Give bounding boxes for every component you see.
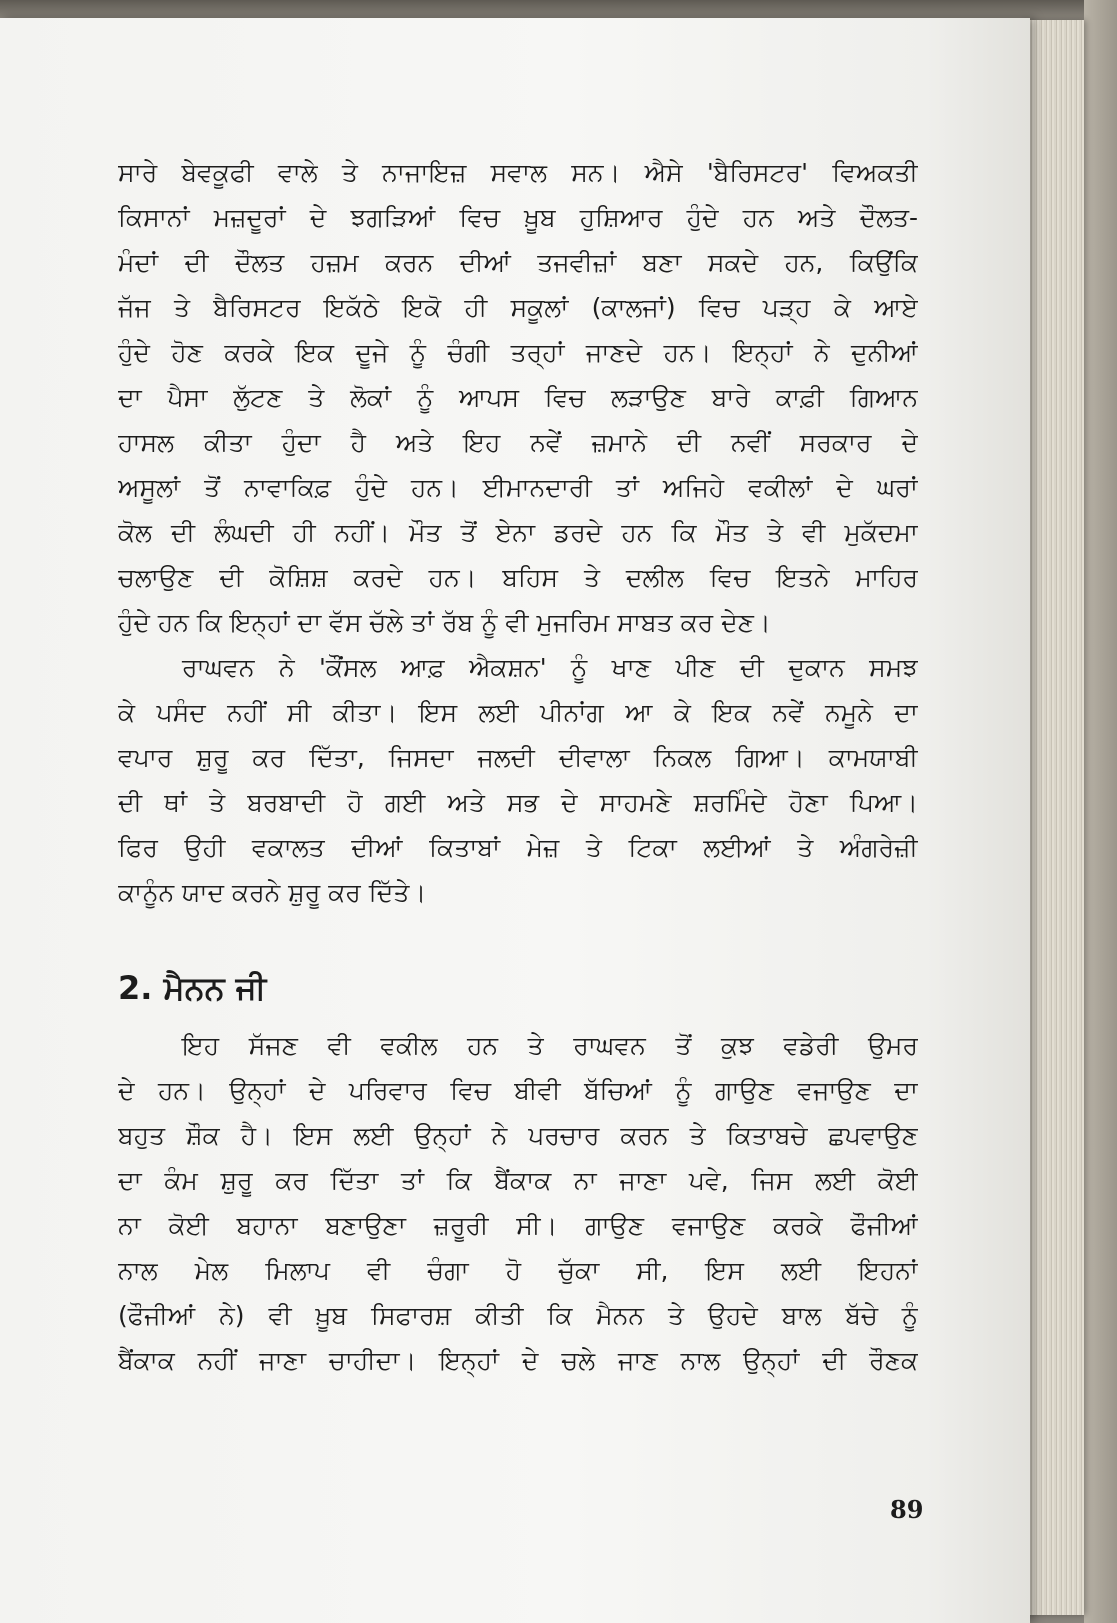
page-edges [1024, 20, 1084, 1615]
text-line: ਮੰਦਾਂ ਦੀ ਦੌਲਤ ਹਜ਼ਮ ਕਰਨ ਦੀਆਂ ਤਜਵੀਜ਼ਾਂ ਬਣਾ ਸਕਦੇ ਹਨ, ਕਿਉਂਕਿ [118, 248, 918, 277]
paragraph-2 [118, 645, 918, 915]
text-line: ਨਾ ਕੋਈ ਬਹਾਨਾ ਬਣਾਉਣਾ ਜ਼ਰੂਰੀ ਸੀ। ਗਾਉਣ ਵਜਾਉਣ ਕਰਕੇ ਫੌਜੀਆਂ [118, 1211, 918, 1240]
text-line: ਕੇ ਪਸੰਦ ਨਹੀਂ ਸੀ ਕੀਤਾ। ਇਸ ਲਈ ਪੀਨਾਂਗ ਆ ਕੇ ਇਕ ਨਵੇਂ ਨਮੂਨੇ ਦਾ [118, 698, 918, 727]
text-line: ਚਲਾਉਣ ਦੀ ਕੋਸ਼ਿਸ਼ ਕਰਦੇ ਹਨ। ਬਹਿਸ ਤੇ ਦਲੀਲ ਵਿਚ ਇਤਨੇ ਮਾਹਿਰ [118, 563, 918, 592]
text-line: ਬਹੁਤ ਸ਼ੌਕ ਹੈ। ਇਸ ਲਈ ਉਨ੍ਹਾਂ ਨੇ ਪਰਚਾਰ ਕਰਨ ਤੇ ਕਿਤਾਬਚੇ ਛਪਵਾਉਣ [118, 1121, 918, 1150]
text-line: ਕਿਸਾਨਾਂ ਮਜ਼ਦੂਰਾਂ ਦੇ ਝਗੜਿਆਂ ਵਿਚ ਖ਼ੂਬ ਹੁਸ਼ਿਆਰ ਹੁੰਦੇ ਹਨ ਅਤੇ ਦੌਲਤ- [118, 203, 918, 232]
paragraph-3 [118, 1023, 918, 1383]
text-line: ਕੋਲ ਦੀ ਲੰਘਦੀ ਹੀ ਨਹੀਂ। ਮੌਤ ਤੋਂ ਏਨਾ ਡਰਦੇ ਹਨ ਕਿ ਮੌਤ ਤੇ ਵੀ ਮੁਕੱਦਮਾ [118, 518, 918, 547]
text-line: ਹਾਸਲ ਕੀਤਾ ਹੁੰਦਾ ਹੈ ਅਤੇ ਇਹ ਨਵੇਂ ਜ਼ਮਾਨੇ ਦੀ ਨਵੀਂ ਸਰਕਾਰ ਦੇ [118, 428, 918, 457]
text-line: ਇਹ ਸੱਜਣ ਵੀ ਵਕੀਲ ਹਨ ਤੇ ਰਾਘਵਨ ਤੋਂ ਕੁਝ ਵਡੇਰੀ ਉਮਰ [182, 1031, 918, 1060]
page-number: 89 [890, 1495, 924, 1524]
text-line: ਅਸੂਲਾਂ ਤੋਂ ਨਾਵਾਕਿਫ਼ ਹੁੰਦੇ ਹਨ। ਈਮਾਨਦਾਰੀ ਤਾਂ ਅਜਿਹੇ ਵਕੀਲਾਂ ਦੇ ਘਰਾਂ [118, 473, 918, 502]
text-line: ਨਾਲ ਮੇਲ ਮਿਲਾਪ ਵੀ ਚੰਗਾ ਹੋ ਚੁੱਕਾ ਸੀ, ਇਸ ਲਈ ਇਹਨਾਂ [118, 1256, 918, 1285]
background-top [0, 0, 1117, 20]
text-line: ਵਪਾਰ ਸ਼ੁਰੂ ਕਰ ਦਿੱਤਾ, ਜਿਸਦਾ ਜਲਦੀ ਦੀਵਾਲਾ ਨਿਕਲ ਗਿਆ। ਕਾਮਯਾਬੀ [118, 743, 918, 772]
text-line: ਫਿਰ ਉਹੀ ਵਕਾਲਤ ਦੀਆਂ ਕਿਤਾਬਾਂ ਮੇਜ਼ ਤੇ ਟਿਕਾ ਲਈਆਂ ਤੇ ਅੰਗਰੇਜ਼ੀ [118, 833, 918, 862]
text-line: ਜੱਜ ਤੇ ਬੈਰਿਸਟਰ ਇਕੱਠੇ ਇਕੋ ਹੀ ਸਕੂਲਾਂ (ਕਾਲਜਾਂ) ਵਿਚ ਪੜ੍ਹ ਕੇ ਆਏ [118, 293, 918, 322]
text-line: ਬੈਂਕਾਕ ਨਹੀਂ ਜਾਣਾ ਚਾਹੀਦਾ। ਇਨ੍ਹਾਂ ਦੇ ਚਲੇ ਜਾਣ ਨਾਲ ਉਨ੍ਹਾਂ ਦੀ ਰੌਣਕ [118, 1346, 918, 1375]
text-line: ਦਾ ਕੰਮ ਸ਼ੁਰੂ ਕਰ ਦਿੱਤਾ ਤਾਂ ਕਿ ਬੈਂਕਾਕ ਨਾ ਜਾਣਾ ਪਵੇ, ਜਿਸ ਲਈ ਕੋਈ [118, 1166, 918, 1195]
text-line: ਹੁੰਦੇ ਹੋਣ ਕਰਕੇ ਇਕ ਦੂਜੇ ਨੂੰ ਚੰਗੀ ਤਰ੍ਹਾਂ ਜਾਣਦੇ ਹਨ। ਇਨ੍ਹਾਂ ਨੇ ਦੁਨੀਆਂ [118, 338, 918, 367]
text-line: ਦਾ ਪੈਸਾ ਲੁੱਟਣ ਤੇ ਲੋਕਾਂ ਨੂੰ ਆਪਸ ਵਿਚ ਲੜਾਉਣ ਬਾਰੇ ਕਾਫ਼ੀ ਗਿਆਨ [118, 383, 918, 412]
page-text [118, 150, 918, 1383]
text-line: ਕਾਨੂੰਨ ਯਾਦ ਕਰਨੇ ਸ਼ੁਰੂ ਕਰ ਦਿੱਤੇ। [118, 878, 427, 907]
text-line: ਦੀ ਥਾਂ ਤੇ ਬਰਬਾਦੀ ਹੋ ਗਈ ਅਤੇ ਸਭ ਦੇ ਸਾਹਮਣੇ ਸ਼ਰਮਿੰਦੇ ਹੋਣਾ ਪਿਆ। [118, 788, 918, 817]
paragraph-1 [118, 150, 918, 645]
text-line: ਰਾਘਵਨ ਨੇ 'ਕੌਂਸਲ ਆਫ਼ ਐਕਸ਼ਨ' ਨੂੰ ਖਾਣ ਪੀਣ ਦੀ ਦੁਕਾਨ ਸਮਝ [182, 653, 918, 682]
text-line: ਦੇ ਹਨ। ਉਨ੍ਹਾਂ ਦੇ ਪਰਿਵਾਰ ਵਿਚ ਬੀਵੀ ਬੱਚਿਆਂ ਨੂੰ ਗਾਉਣ ਵਜਾਉਣ ਦਾ [118, 1076, 918, 1105]
background-right [1084, 0, 1117, 1623]
text-line: (ਫੌਜੀਆਂ ਨੇ) ਵੀ ਖ਼ੂਬ ਸਿਫਾਰਸ਼ ਕੀਤੀ ਕਿ ਮੈਨਨ ਤੇ ਉਹਦੇ ਬਾਲ ਬੱਚੇ ਨੂੰ [118, 1301, 918, 1330]
section-heading: 2. ਮੈਨਨ ਜੀ [118, 969, 267, 1007]
text-line: ਸਾਰੇ ਬੇਵਕੂਫੀ ਵਾਲੇ ਤੇ ਨਾਜਾਇਜ਼ ਸਵਾਲ ਸਨ। ਐਸੇ 'ਬੈਰਿਸਟਰ' ਵਿਅਕਤੀ [118, 158, 918, 187]
text-line: ਹੁੰਦੇ ਹਨ ਕਿ ਇਨ੍ਹਾਂ ਦਾ ਵੱਸ ਚੱਲੇ ਤਾਂ ਰੱਬ ਨੂੰ ਵੀ ਮੁਜਰਿਮ ਸਾਬਤ ਕਰ ਦੇਣ। [118, 608, 771, 637]
